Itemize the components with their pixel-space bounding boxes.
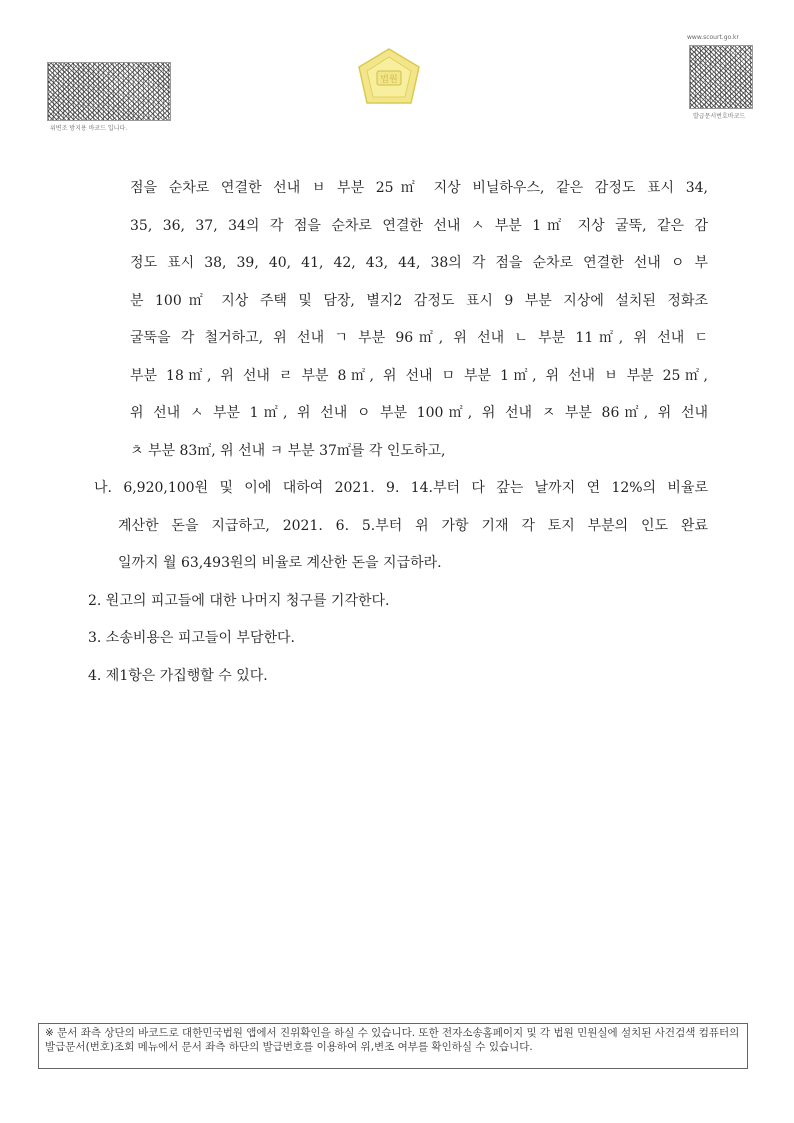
judgment-text [88,170,708,695]
text-line: 부분 18㎡, 위 선내 ㄹ 부분 8㎡, 위 선내 ㅁ 부분 1㎡, 위 선내 ㅂ 부분 25㎡, [130,367,708,384]
barcode-note: 위변조 방지용 바코드 입니다. [50,125,128,132]
footer-notice: ※ 문서 좌측 상단의 바코드로 대한민국법원 앱에서 진위확인을 하실 수 있습니다. 또한 전자소송홈페이지 및 각 법원 민원실에 설치된 사건검색 컴퓨터의 발급문서(번호)조회 메뉴에서 문서 좌측 하단의 발급번호를 이용하여 위,변조 여부를 확인하실 수 있습니다. [38,1023,748,1069]
site-url: www.scourt.go.kr [687,34,739,41]
text-line: 정도 표시 38, 39, 40, 41, 42, 43, 44, 38의 각 점을 순차로 연결한 선내 ㅇ 부 [130,255,708,271]
item-na-line: 일까지 월 63,493원의 비율로 계산한 돈을 지급하라. [118,555,442,571]
emblem-text: 법원 [380,75,398,85]
text-line: 점을 순차로 연결한 선내 ㅂ 부분 25㎡ 지상 비닐하우스, 같은 감정도 표시 34, [130,180,708,196]
text-line: 35, 36, 37, 34의 각 점을 순차로 연결한 선내 ㅅ 부분 1㎡ 지상 굴뚝, 같은 감 [130,217,708,234]
text-line: 위 선내 ㅅ 부분 1㎡, 위 선내 ㅇ 부분 100㎡, 위 선내 ㅈ 부분 86㎡, 위 선내 [130,405,708,421]
court-emblem-icon [353,47,425,109]
item-na-line: 계산한 돈을 지급하고, 2021. 6. 5.부터 위 가항 기재 각 토지 부분의 인도 완료 [118,517,708,534]
text-line: ㅊ 부분 83㎡, 위 선내 ㅋ 부분 37㎡를 각 인도하고, [130,442,446,459]
order-item-3: 3. 소송비용은 피고들이 부담한다. [88,630,295,646]
verification-barcode [47,62,171,121]
text-line: 분 100㎡ 지상 주택 및 담장, 별지2 감정도 표시 9 부분 지상에 설치된 정화조 [130,292,708,309]
order-item-2: 2. 원고의 피고들에 대한 나머지 청구를 기각한다. [88,592,390,609]
item-na-line: 나. 6,920,100원 및 이에 대하여 2021. 9. 14.부터 다 갚는 날까지 연 12%의 비율로 [94,480,708,496]
document-number-note: 발급문서번호바코드 [693,113,746,120]
text-line: 굴뚝을 각 철거하고, 위 선내 ㄱ 부분 96㎡, 위 선내 ㄴ 부분 11㎡, 위 선내 ㄷ [130,330,708,346]
document-number-barcode [689,45,753,109]
order-item-4: 4. 제1항은 가집행할 수 있다. [88,667,268,684]
